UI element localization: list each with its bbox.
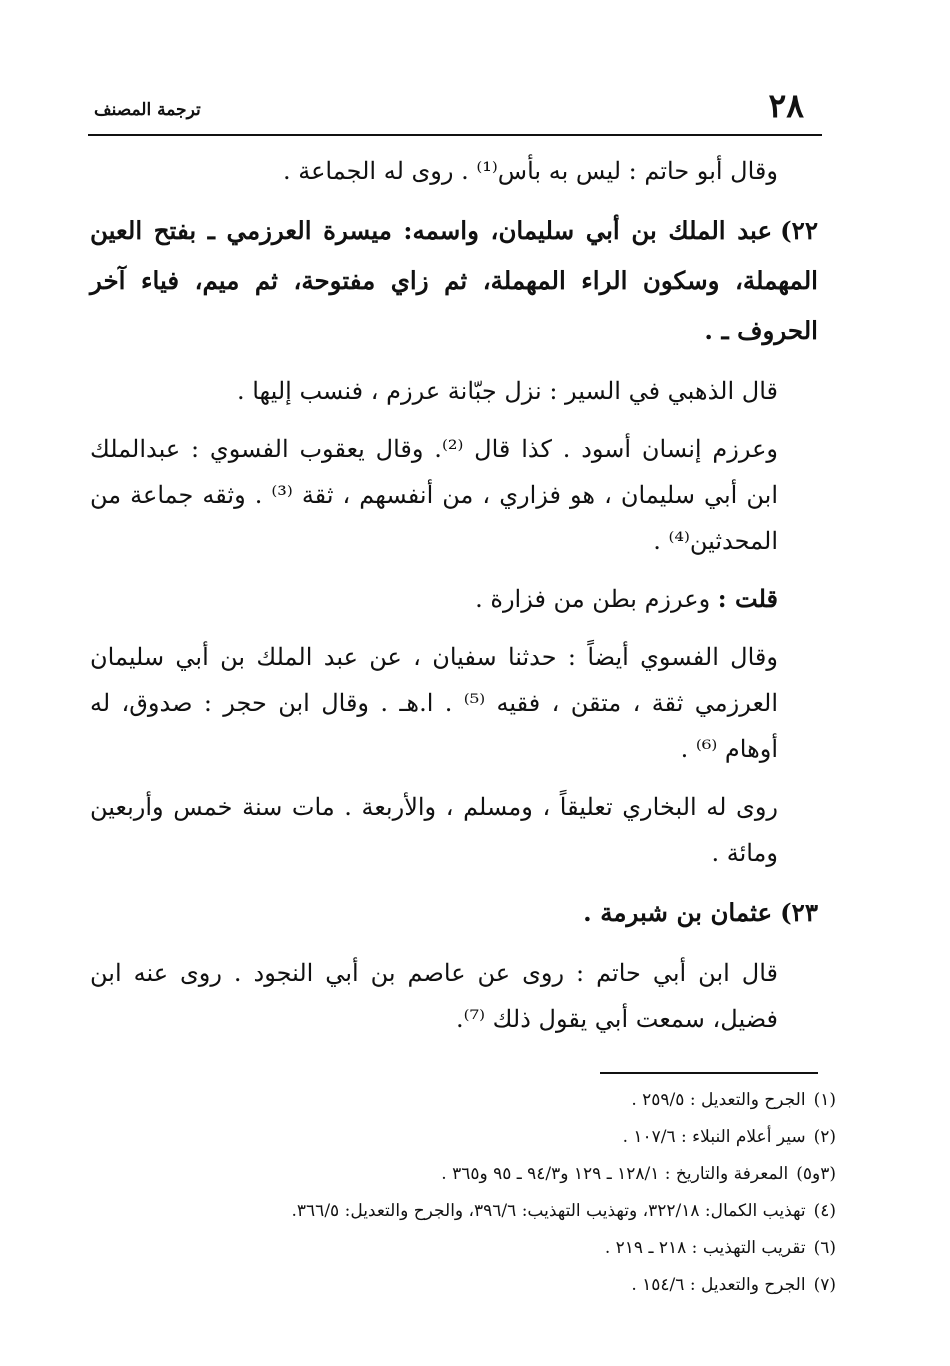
footnote-marker: (١) — [813, 1090, 836, 1110]
entry-heading: عثمان بن شبرمة . — [583, 898, 773, 927]
entry-23 — [90, 888, 818, 938]
paragraph-qultu — [90, 576, 818, 622]
paragraph-dhahabi: قال الذهبي في السير : نزل جبّانة عرزم ، فنسب إليها . — [236, 377, 778, 405]
footnote — [100, 1082, 836, 1119]
footnote — [100, 1193, 836, 1230]
footnote-marker: (٢) — [813, 1127, 836, 1147]
qultu-text: وعرزم بطن من فزارة . — [475, 585, 718, 613]
footnote-separator — [600, 1072, 818, 1074]
footnote-text: تقريب التهذيب : ٢١٨ ـ ٢١٩ . — [604, 1238, 806, 1258]
entry-22 — [90, 206, 818, 356]
footnote-text: تهذيب الكمال: ٣٢٢/١٨، وتهذيب التهذيب: ٣٩٦/٦، والجرح والتعديل: ٣٦٦/٥. — [291, 1201, 806, 1221]
running-title: ترجمة المصنف — [94, 100, 201, 120]
footnote-text: الجرح والتعديل : ٢٥٩/٥ . — [631, 1090, 806, 1110]
paragraph-riwaya: روى له البخاري تعليقاً ، ومسلم ، والأربعة . مات سنة خمس وأربعين ومائة . — [90, 793, 778, 867]
qultu-label: قلت : — [717, 584, 778, 613]
footnote — [100, 1267, 836, 1304]
footnote-marker: (٣و٥) — [796, 1164, 836, 1184]
footnote-marker: (٦) — [813, 1238, 836, 1258]
main-text — [90, 148, 818, 1054]
page-header — [88, 86, 822, 136]
entry-number: ٢٣) — [780, 898, 818, 927]
footnote — [100, 1156, 836, 1193]
footnote — [100, 1230, 836, 1267]
footnote-marker: (٧) — [813, 1275, 836, 1295]
footnote-text: سير أعلام النبلاء : ١٠٧/٦ . — [622, 1127, 806, 1147]
paragraph-ibn-abi-hatim: قال ابن أبي حاتم : روى عن عاصم بن أبي النجود . روى عنه ابن فضيل، سمعت أبي يقول ذلك ⁽⁷⁾. — [90, 959, 778, 1033]
page-number: ٢٨ — [768, 86, 804, 125]
footnote-text: المعرفة والتاريخ : ١٢٨/١ ـ ١٢٩ و٩٤/٣ ـ ٩٥ و٣٦٥ . — [441, 1164, 789, 1184]
footnote-text: الجرح والتعديل : ١٥٤/٦ . — [631, 1275, 806, 1295]
paragraph-abu-hatim: وقال أبو حاتم : ليس به بأس⁽¹⁾ . روى له الجماعة . — [282, 157, 778, 185]
footnote-marker: (٤) — [813, 1201, 836, 1221]
footnotes — [100, 1082, 836, 1304]
entry-number: ٢٢) — [780, 216, 818, 245]
entry-heading: عبد الملك بن أبي سليمان، واسمه: ميسرة العرزمي ـ بفتح العين المهملة، وسكون الراء المهملة، ثم زاي مفتوحة، ثم ميم، فياء آخر الحروف ـ . — [90, 216, 818, 345]
paragraph-fasawi-2: وقال الفسوي أيضاً : حدثنا سفيان ، عن عبد الملك بن أبي سليمان العرزمي ثقة ، متقن ، فقيه ⁽⁵⁾ . ا.هـ . وقال ابن حجر : صدوق، له أوهام ⁽⁶⁾ . — [90, 643, 778, 763]
footnote — [100, 1119, 836, 1156]
paragraph-fasawi: وعرزم إنسان أسود . كذا قال ⁽²⁾. وقال يعقوب الفسوي : عبدالملك ابن أبي سليمان ، هو فزاري ، من أنفسهم ، ثقة ⁽³⁾ . وثقه جماعة من المحدثين⁽⁴⁾ . — [90, 435, 779, 555]
